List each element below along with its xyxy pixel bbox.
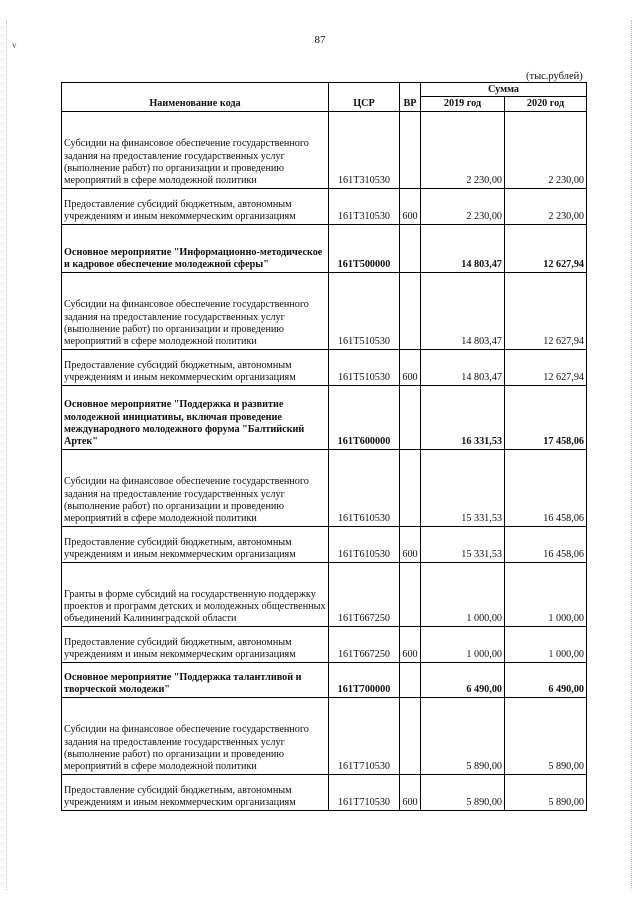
table-row [62,697,587,774]
row-csr-cell: 161T510530 [329,349,400,385]
row-name-cell: Основное мероприятие "Поддержка и развитие молодежной инициативы, включая проведение международного молодежного форума "Балтийский Артек" [62,385,329,449]
header-csr: ЦСР [329,83,400,112]
row-2020-cell: 5 890,00 [505,697,587,774]
table-row [62,449,587,526]
table-row [62,349,587,385]
row-csr-cell: 161T710530 [329,697,400,774]
table-row [62,526,587,562]
row-vr-cell: 600 [400,626,421,662]
right-margin-rule [631,20,632,890]
row-name-cell: Субсидии на финансовое обеспечение государственного задания на предоставление государственных услуг (выполнение работ) по организации и проведению мероприятий в сфере молодежной политики [62,697,329,774]
row-vr-cell [400,449,421,526]
row-csr-cell: 161T700000 [329,662,400,697]
row-name-cell: Предоставление субсидий бюджетным, автономным учреждениям и иным некоммерческим организациям [62,188,329,224]
row-2019-cell: 14 803,47 [421,349,505,385]
row-2019-cell: 2 230,00 [421,111,505,188]
row-csr-cell: 161T600000 [329,385,400,449]
row-2019-cell: 5 890,00 [421,774,505,810]
row-2019-cell: 2 230,00 [421,188,505,224]
header-sum: Сумма [421,83,587,97]
row-2019-cell: 5 890,00 [421,697,505,774]
row-2019-cell: 1 000,00 [421,562,505,626]
row-2019-cell: 14 803,47 [421,272,505,349]
row-vr-cell: 600 [400,349,421,385]
header-year-2019: 2019 год [421,97,505,111]
table-row [62,224,587,272]
header-year-2020: 2020 год [505,97,587,111]
row-vr-cell [400,224,421,272]
table-row [62,626,587,662]
row-2020-cell: 2 230,00 [505,188,587,224]
row-name-cell: Предоставление субсидий бюджетным, автономным учреждениям и иным некоммерческим организациям [62,626,329,662]
row-2020-cell: 12 627,94 [505,349,587,385]
row-csr-cell: 161T310530 [329,111,400,188]
row-csr-cell: 161T610530 [329,449,400,526]
row-vr-cell [400,385,421,449]
header-vr: ВР [400,83,421,112]
row-2020-cell: 6 490,00 [505,662,587,697]
table-row [62,188,587,224]
table-row [62,774,587,810]
row-vr-cell [400,562,421,626]
table-row [62,562,587,626]
row-name-cell: Предоставление субсидий бюджетным, автономным учреждениям и иным некоммерческим организациям [62,774,329,810]
row-2019-cell: 15 331,53 [421,449,505,526]
row-csr-cell: 161T310530 [329,188,400,224]
row-name-cell: Основное мероприятие "Поддержка талантливой и творческой молодежи" [62,662,329,697]
row-name-cell: Субсидии на финансовое обеспечение государственного задания на предоставление государственных услуг (выполнение работ) по организации и проведению мероприятий в сфере молодежной политики [62,272,329,349]
row-name-cell: Субсидии на финансовое обеспечение государственного задания на предоставление государственных услуг (выполнение работ) по организации и проведению мероприятий в сфере молодежной политики [62,449,329,526]
row-2020-cell: 1 000,00 [505,626,587,662]
row-vr-cell [400,111,421,188]
row-2020-cell: 12 627,94 [505,224,587,272]
row-vr-cell [400,697,421,774]
row-2020-cell: 17 458,06 [505,385,587,449]
row-vr-cell: 600 [400,188,421,224]
margin-mark: v [12,40,17,50]
row-vr-cell: 600 [400,774,421,810]
row-name-cell: Предоставление субсидий бюджетным, автономным учреждениям и иным некоммерческим организациям [62,526,329,562]
row-name-cell: Субсидии на финансовое обеспечение государственного задания на предоставление государственных услуг (выполнение работ) по организации и проведению мероприятий в сфере молодежной политики [62,111,329,188]
row-2020-cell: 12 627,94 [505,272,587,349]
table-body [62,111,587,810]
table-row [62,272,587,349]
units-label: (тыс.рублей) [526,71,583,82]
row-csr-cell: 161T500000 [329,224,400,272]
row-name-cell: Основное мероприятие "Информационно-методическое и кадровое обеспечение молодежной сферы" [62,224,329,272]
row-2020-cell: 2 230,00 [505,111,587,188]
row-2019-cell: 14 803,47 [421,224,505,272]
row-vr-cell: 600 [400,526,421,562]
row-csr-cell: 161T510530 [329,272,400,349]
page-number: 87 [314,34,326,46]
row-name-cell: Гранты в форме субсидий на государственную поддержку проектов и программ детских и молодежных общественных объединений Калининградской области [62,562,329,626]
row-vr-cell [400,272,421,349]
row-csr-cell: 161T667250 [329,562,400,626]
row-csr-cell: 161T710530 [329,774,400,810]
header-name: Наименование кода [62,83,329,112]
table-row [62,111,587,188]
row-2019-cell: 1 000,00 [421,626,505,662]
row-name-cell: Предоставление субсидий бюджетным, автономным учреждениям и иным некоммерческим организациям [62,349,329,385]
row-2019-cell: 6 490,00 [421,662,505,697]
budget-table [61,82,587,811]
row-vr-cell [400,662,421,697]
row-csr-cell: 161T610530 [329,526,400,562]
row-2020-cell: 16 458,06 [505,526,587,562]
left-margin-rule [6,20,7,890]
row-2019-cell: 15 331,53 [421,526,505,562]
table-row [62,662,587,697]
row-2020-cell: 16 458,06 [505,449,587,526]
row-2020-cell: 1 000,00 [505,562,587,626]
row-2019-cell: 16 331,53 [421,385,505,449]
row-csr-cell: 161T667250 [329,626,400,662]
row-2020-cell: 5 890,00 [505,774,587,810]
table-row [62,385,587,449]
